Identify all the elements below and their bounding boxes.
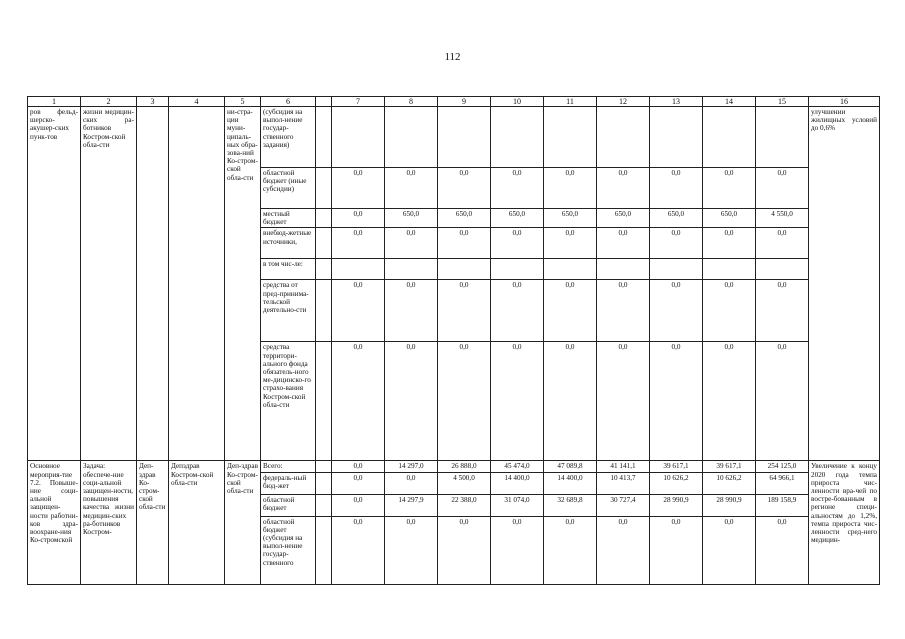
value-cell: 0,0 [756,280,809,342]
value-cell: 10 626,2 [703,472,756,494]
value-cell: 0,0 [385,228,438,259]
value-cell: 0,0 [491,168,544,209]
value-cell [491,107,544,168]
activity-col3 [137,107,169,461]
value-cell [332,107,385,168]
value-cell: 0,0 [491,280,544,342]
value-cell: 0,0 [703,168,756,209]
value-cell: 10 413,7 [597,472,650,494]
header-cell: 4 [169,97,225,107]
funding-source-label: областной бюджет [261,494,316,516]
value-cell: 14 297,9 [385,494,438,516]
value-cell [650,259,703,280]
value-cell: 0,0 [650,168,703,209]
value-cell: 0,0 [385,280,438,342]
value-cell: 0,0 [385,516,438,584]
value-cell [385,107,438,168]
value-cell [597,107,650,168]
spacer-cell [316,280,332,342]
value-cell: 0,0 [544,280,597,342]
value-cell: 0,0 [544,228,597,259]
value-cell: 0,0 [703,228,756,259]
value-cell: 0,0 [332,209,385,228]
value-cell: 0,0 [756,342,809,461]
spacer-cell [316,209,332,228]
value-cell: 28 990,9 [650,494,703,516]
budget-table [27,96,880,585]
value-cell: 0,0 [703,280,756,342]
value-cell: 0,0 [385,342,438,461]
value-cell: 254 125,0 [756,461,809,472]
value-cell: 0,0 [650,516,703,584]
value-cell: 28 990,9 [703,494,756,516]
header-cell: 2 [81,97,137,107]
value-cell [597,259,650,280]
value-cell: 39 617,1 [703,461,756,472]
header-cell: 15 [756,97,809,107]
value-cell: 30 727,4 [597,494,650,516]
funding-source-label: в том чис-ле: [261,259,316,280]
value-cell: 0,0 [703,516,756,584]
table-row [28,461,880,472]
value-cell: 0,0 [597,168,650,209]
activity-col5: Деп-здрав Ко-стром-ской обла-сти [225,461,261,584]
value-cell [703,259,756,280]
funding-source-label: внебюд-жетные источники, [261,228,316,259]
header-cell: 8 [385,97,438,107]
value-cell: 14 297,0 [385,461,438,472]
value-cell [703,107,756,168]
header-cell: 13 [650,97,703,107]
value-cell [544,259,597,280]
activity-col4 [169,107,225,461]
value-cell: 14 400,0 [491,472,544,494]
spacer-cell [316,259,332,280]
value-cell: 31 074,0 [491,494,544,516]
value-cell: 0,0 [438,280,491,342]
header-cell: 9 [438,97,491,107]
value-cell: 0,0 [385,472,438,494]
value-cell: 39 617,1 [650,461,703,472]
value-cell: 4 550,0 [756,209,809,228]
value-cell: 189 158,9 [756,494,809,516]
spacer-cell [316,461,332,472]
value-cell: 0,0 [597,516,650,584]
spacer-cell [316,342,332,461]
value-cell: 0,0 [332,280,385,342]
value-cell: 41 141,1 [597,461,650,472]
value-cell: 650,0 [650,209,703,228]
activity-col2: Задача: обеспече-ние соци-альной защищен-ности, повышения качества жизни медицин-ских ра-ботников Костром- [81,461,137,584]
value-cell: 0,0 [544,168,597,209]
value-cell: 22 388,0 [438,494,491,516]
value-cell [438,259,491,280]
header-cell: 7 [332,97,385,107]
activity-col2: жизни медицин-ских ра-ботников Костром-ской обла-сти [81,107,137,461]
funding-source-label: средства от пред-принима-тельской деятельно-сти [261,280,316,342]
expected-result: улучшении жилищных условий до 0,6% [809,107,880,461]
value-cell: 0,0 [703,342,756,461]
header-cell: 10 [491,97,544,107]
expected-result: Увеличение к концу 2020 года темпа прироста чис-ленности вра-чей по востре-бованным в регионе специ-альностям до 1,2%, темпа прироста чис-ленности сред-него медицин- [809,461,880,584]
value-cell: 4 500,0 [438,472,491,494]
funding-source-label: местный бюджет [261,209,316,228]
header-row [28,97,880,107]
funding-source-label: средства территори-ального фонда обязатель-ного ме-дицинско-го страхо-вания Костром-ской обла-сти [261,342,316,461]
value-cell: 14 400,0 [544,472,597,494]
value-cell: 0,0 [385,168,438,209]
value-cell [756,259,809,280]
value-cell: 650,0 [438,209,491,228]
activity-col1: Основное мероприя-тие 7.2. Повыше-ние соци-альной защищен-ности работни-ков здра-воохране-ния Ко-стромской [28,461,81,584]
value-cell: 0,0 [332,168,385,209]
funding-source-label: областной бюджет (иные субсидии) [261,168,316,209]
value-cell: 0,0 [597,280,650,342]
value-cell: 650,0 [544,209,597,228]
value-cell: 0,0 [332,516,385,584]
value-cell: 47 089,8 [544,461,597,472]
header-cell: 6 [261,97,316,107]
value-cell: 0,0 [438,342,491,461]
spacer-cell [316,168,332,209]
value-cell: 0,0 [332,472,385,494]
value-cell: 650,0 [597,209,650,228]
header-cell: 1 [28,97,81,107]
value-cell: 0,0 [544,342,597,461]
activity-col4: Депздрав Костром-ской обла-сти [169,461,225,584]
value-cell [438,107,491,168]
value-cell [491,259,544,280]
value-cell: 0,0 [438,516,491,584]
value-cell: 0,0 [650,228,703,259]
value-cell: 0,0 [756,168,809,209]
value-cell: 0,0 [438,168,491,209]
funding-source-label: федераль-ный бюд-жет [261,472,316,494]
funding-source-label: Всего: [261,461,316,472]
page-number: 112 [444,51,461,63]
funding-source-label: (субсидия на выпол-нение государ-ственного задания) [261,107,316,168]
spacer-cell [316,228,332,259]
value-cell: 0,0 [332,342,385,461]
value-cell: 0,0 [597,342,650,461]
value-cell: 0,0 [491,228,544,259]
value-cell: 0,0 [650,280,703,342]
value-cell: 0,0 [438,228,491,259]
header-cell: 12 [597,97,650,107]
value-cell: 0,0 [756,228,809,259]
value-cell [385,259,438,280]
value-cell: 650,0 [491,209,544,228]
value-cell: 650,0 [385,209,438,228]
spacer-cell [316,472,332,494]
header-cell [316,97,332,107]
value-cell: 26 888,0 [438,461,491,472]
value-cell: 650,0 [703,209,756,228]
value-cell: 0,0 [650,342,703,461]
header-cell: 16 [809,97,880,107]
header-cell: 5 [225,97,261,107]
header-cell: 14 [703,97,756,107]
value-cell [756,107,809,168]
activity-col3: Деп-здрав Ко-стром-ской обла-сти [137,461,169,584]
spacer-cell [316,494,332,516]
spacer-cell [316,516,332,584]
value-cell [332,259,385,280]
value-cell: 0,0 [756,516,809,584]
value-cell: 32 689,8 [544,494,597,516]
spacer-cell [316,107,332,168]
value-cell: 45 474,0 [491,461,544,472]
activity-col5: ни-стра-ции муни-ципаль-ных обра-зова-ний Ко-стром-ской обла-сти [225,107,261,461]
value-cell: 0,0 [597,228,650,259]
value-cell: 0,0 [332,228,385,259]
funding-source-label: областной бюджет (субсидия на выпол-нение государ-ственного [261,516,316,584]
value-cell: 10 626,2 [650,472,703,494]
value-cell [544,107,597,168]
value-cell [650,107,703,168]
value-cell: 0,0 [332,494,385,516]
value-cell: 0,0 [491,516,544,584]
value-cell: 0,0 [332,461,385,472]
header-cell: 3 [137,97,169,107]
value-cell: 0,0 [491,342,544,461]
table-row [28,107,880,168]
value-cell: 0,0 [544,516,597,584]
header-cell: 11 [544,97,597,107]
value-cell: 64 966,1 [756,472,809,494]
activity-col1: ров фельд-шерско-акушер-ских пунк-тов [28,107,81,461]
